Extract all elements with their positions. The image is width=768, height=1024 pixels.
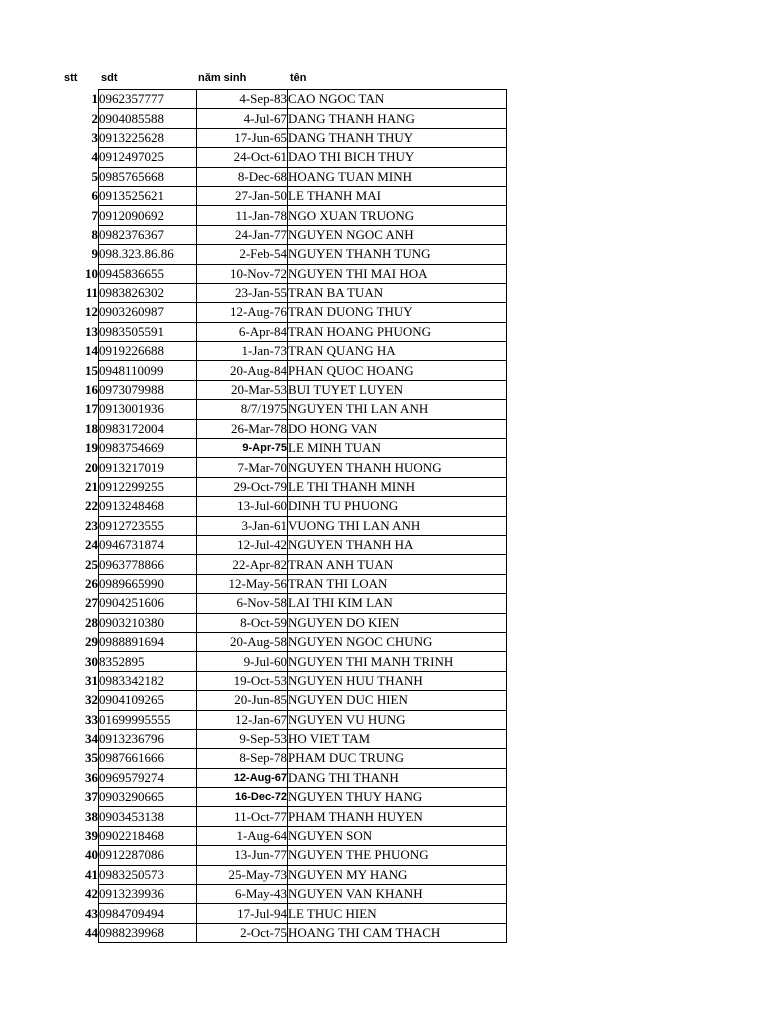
table-row — [58, 148, 507, 167]
cell-sdt[interactable]: 0912497025 — [99, 148, 197, 167]
cell-nam-sinh[interactable]: 12-May-56 — [197, 574, 288, 593]
cell-sdt[interactable]: 0913248468 — [99, 497, 197, 516]
cell-ten[interactable]: LE THANH MAI — [288, 186, 507, 205]
cell-ten[interactable]: NGUYEN DO KIEN — [288, 613, 507, 632]
cell-ten[interactable]: PHAM THANH HUYEN — [288, 807, 507, 826]
cell-stt[interactable]: 44 — [85, 924, 98, 940]
cell-nam-sinh[interactable]: 8-Dec-68 — [197, 167, 288, 186]
cell-nam-sinh[interactable]: 20-Mar-53 — [197, 380, 288, 399]
cell-stt[interactable]: 19 — [85, 440, 98, 456]
cell-ten[interactable]: CAO NGOC TAN — [288, 90, 507, 109]
cell-nam-sinh[interactable]: 24-Oct-61 — [197, 148, 288, 167]
cell-nam-sinh[interactable]: 8/7/1975 — [197, 400, 288, 419]
table-row — [58, 671, 507, 690]
cell-nam-sinh[interactable]: 7-Mar-70 — [197, 458, 288, 477]
cell-nam-sinh[interactable]: 20-Jun-85 — [197, 691, 288, 710]
cell-stt[interactable]: 1 — [91, 91, 98, 107]
table-row — [58, 885, 507, 904]
table-row — [58, 555, 507, 574]
cell-sdt[interactable]: 0912090692 — [99, 206, 197, 225]
cell-nam-sinh[interactable]: 13-Jul-60 — [197, 497, 288, 516]
cell-sdt[interactable]: 0945836655 — [99, 264, 197, 283]
table-row — [58, 574, 507, 593]
cell-ten[interactable]: TRAN HOANG PHUONG — [288, 322, 507, 341]
cell-stt[interactable]: 27 — [85, 595, 98, 611]
table-body — [58, 90, 507, 943]
cell-ten[interactable]: TRAN BA TUAN — [288, 283, 507, 302]
cell-stt[interactable]: 43 — [85, 905, 98, 921]
cell-nam-sinh[interactable]: 12-Jul-42 — [197, 535, 288, 554]
cell-nam-sinh[interactable]: 8-Oct-59 — [197, 613, 288, 632]
cell-nam-sinh[interactable]: 20-Aug-58 — [197, 632, 288, 651]
cell-stt[interactable]: 25 — [85, 556, 98, 572]
cell-stt[interactable]: 15 — [85, 362, 98, 378]
table-row — [58, 264, 507, 283]
cell-stt[interactable]: 10 — [85, 265, 98, 281]
cell-sdt[interactable]: 0987661666 — [99, 749, 197, 768]
cell-stt[interactable]: 22 — [85, 498, 98, 514]
cell-sdt[interactable]: 0983505591 — [99, 322, 197, 341]
cell-ten[interactable]: LE THI THANH MINH — [288, 477, 507, 496]
cell-stt[interactable]: 21 — [85, 479, 98, 494]
table-row — [58, 729, 507, 748]
cell-nam-sinh[interactable]: 1-Jan-73 — [197, 342, 288, 361]
cell-nam-sinh[interactable]: 6-Apr-84 — [197, 322, 288, 341]
table-row — [58, 535, 507, 554]
cell-stt[interactable]: 41 — [85, 866, 98, 882]
cell-nam-sinh[interactable]: 9-Apr-75 — [197, 439, 288, 458]
cell-sdt[interactable]: 0962357777 — [99, 90, 197, 109]
cell-ten[interactable]: NGUYEN THANH HUONG — [288, 458, 507, 477]
cell-sdt[interactable]: 0985765668 — [99, 167, 197, 186]
table-row — [58, 380, 507, 399]
cell-ten[interactable]: NGUYEN VAN KHANH — [288, 885, 507, 904]
table-row — [58, 613, 507, 632]
table-row — [58, 788, 507, 807]
cell-ten[interactable]: LAI THI KIM LAN — [288, 594, 507, 613]
cell-ten[interactable]: NGUYEN THI MANH TRINH — [288, 652, 507, 671]
cell-nam-sinh[interactable]: 13-Jun-77 — [197, 846, 288, 865]
table-row — [58, 322, 507, 341]
cell-ten[interactable]: HOANG THI CAM THACH — [288, 923, 507, 942]
table-row — [58, 245, 507, 264]
table-row — [58, 186, 507, 205]
cell-sdt[interactable]: 0913525621 — [99, 186, 197, 205]
cell-ten[interactable]: DINH TU PHUONG — [288, 497, 507, 516]
cell-sdt[interactable]: 0912723555 — [99, 516, 197, 535]
cell-stt[interactable]: 14 — [85, 343, 98, 359]
cell-stt[interactable]: 34 — [85, 731, 98, 747]
table-row — [58, 749, 507, 768]
table-row — [58, 710, 507, 729]
spreadsheet — [58, 68, 507, 943]
cell-ten[interactable]: LE THUC HIEN — [288, 904, 507, 923]
cell-stt[interactable]: 13 — [85, 323, 98, 339]
cell-nam-sinh[interactable]: 26-Mar-78 — [197, 419, 288, 438]
cell-stt[interactable]: 17 — [85, 401, 98, 417]
cell-stt[interactable]: 23 — [85, 517, 98, 533]
header-stt: stt — [64, 72, 78, 84]
cell-stt[interactable]: 38 — [85, 808, 98, 824]
table-row — [58, 400, 507, 419]
cell-nam-sinh[interactable]: 4-Jul-67 — [197, 109, 288, 128]
cell-ten[interactable]: LE MINH TUAN — [288, 439, 507, 458]
cell-sdt[interactable]: 0903453138 — [99, 807, 197, 826]
cell-stt[interactable]: 31 — [85, 672, 98, 688]
cell-stt[interactable]: 28 — [85, 614, 98, 630]
cell-nam-sinh[interactable]: 2-Feb-54 — [197, 245, 288, 264]
cell-ten[interactable]: DANG THI THANH — [288, 768, 507, 787]
cell-stt[interactable]: 11 — [85, 285, 98, 301]
cell-ten[interactable]: DAO THI BICH THUY — [288, 148, 507, 167]
table-row — [58, 458, 507, 477]
cell-nam-sinh[interactable]: 6-May-43 — [197, 885, 288, 904]
cell-sdt[interactable]: 01699995555 — [99, 710, 197, 729]
cell-ten[interactable]: NGO XUAN TRUONG — [288, 206, 507, 225]
table-row — [58, 826, 507, 845]
table-row — [58, 90, 507, 109]
table-row — [58, 807, 507, 826]
cell-sdt[interactable]: 098.323.86.86 — [99, 245, 197, 264]
cell-ten[interactable]: NGUYEN THUY HANG — [288, 788, 507, 807]
table-row — [58, 865, 507, 884]
cell-ten[interactable]: NGUYEN THANH HA — [288, 535, 507, 554]
cell-nam-sinh[interactable]: 9-Sep-53 — [197, 729, 288, 748]
cell-ten[interactable]: NGUYEN THI MAI HOA — [288, 264, 507, 283]
cell-sdt[interactable]: 0913225628 — [99, 128, 197, 147]
cell-stt[interactable]: 2 — [91, 110, 98, 126]
cell-sdt[interactable]: 0983250573 — [99, 865, 197, 884]
cell-nam-sinh[interactable]: 9-Jul-60 — [197, 652, 288, 671]
cell-sdt[interactable]: 0913239936 — [99, 885, 197, 904]
cell-stt[interactable]: 5 — [91, 168, 98, 184]
cell-stt[interactable]: 20 — [85, 459, 98, 475]
cell-sdt[interactable]: 0919226688 — [99, 342, 197, 361]
cell-stt[interactable]: 33 — [85, 711, 98, 727]
cell-sdt[interactable]: 0983754669 — [99, 439, 197, 458]
cell-sdt[interactable]: 0982376367 — [99, 225, 197, 244]
table-row — [58, 516, 507, 535]
cell-nam-sinh[interactable]: 12-Aug-76 — [197, 303, 288, 322]
table-row — [58, 109, 507, 128]
cell-stt[interactable]: 32 — [85, 692, 98, 708]
table-row — [58, 652, 507, 671]
table-row — [58, 904, 507, 923]
cell-stt[interactable]: 37 — [85, 789, 98, 805]
cell-nam-sinh[interactable]: 3-Jan-61 — [197, 516, 288, 535]
contact-table — [58, 89, 507, 943]
cell-nam-sinh[interactable]: 23-Jan-55 — [197, 283, 288, 302]
cell-ten[interactable]: DO HONG VAN — [288, 419, 507, 438]
cell-sdt[interactable]: 0903260987 — [99, 303, 197, 322]
cell-nam-sinh[interactable]: 8-Sep-78 — [197, 749, 288, 768]
cell-nam-sinh[interactable]: 12-Jan-67 — [197, 710, 288, 729]
header-row — [58, 68, 507, 88]
cell-stt[interactable]: 6 — [91, 188, 98, 204]
cell-nam-sinh[interactable]: 17-Jun-65 — [197, 128, 288, 147]
cell-stt[interactable]: 26 — [85, 575, 98, 591]
cell-ten[interactable]: TRAN DUONG THUY — [288, 303, 507, 322]
cell-ten[interactable]: PHAN QUOC HOANG — [288, 361, 507, 380]
cell-sdt[interactable]: 0913217019 — [99, 458, 197, 477]
table-row — [58, 594, 507, 613]
cell-nam-sinh[interactable]: 19-Oct-53 — [197, 671, 288, 690]
cell-nam-sinh[interactable]: 11-Jan-78 — [197, 206, 288, 225]
cell-ten[interactable]: NGUYEN MY HANG — [288, 865, 507, 884]
cell-sdt[interactable]: 0948110099 — [99, 361, 197, 380]
header-nam-sinh: năm sinh — [198, 72, 247, 84]
cell-ten[interactable]: DANG THANH THUY — [288, 128, 507, 147]
cell-ten[interactable]: NGUYEN THANH TUNG — [288, 245, 507, 264]
header-ten: tên — [290, 72, 307, 84]
cell-nam-sinh[interactable]: 11-Oct-77 — [197, 807, 288, 826]
cell-ten[interactable]: TRAN THI LOAN — [288, 574, 507, 593]
cell-nam-sinh[interactable]: 10-Nov-72 — [197, 264, 288, 283]
table-row — [58, 303, 507, 322]
table-row — [58, 477, 507, 496]
cell-stt[interactable]: 7 — [91, 207, 98, 223]
cell-stt[interactable]: 3 — [91, 129, 98, 145]
cell-nam-sinh[interactable]: 17-Jul-94 — [197, 904, 288, 923]
cell-nam-sinh[interactable]: 29-Oct-79 — [197, 477, 288, 496]
cell-sdt[interactable]: 0983172004 — [99, 419, 197, 438]
table-row — [58, 497, 507, 516]
cell-nam-sinh[interactable]: 20-Aug-84 — [197, 361, 288, 380]
cell-nam-sinh[interactable]: 4-Sep-83 — [197, 90, 288, 109]
cell-sdt[interactable]: 0946731874 — [99, 535, 197, 554]
cell-ten[interactable]: NGUYEN HUU THANH — [288, 671, 507, 690]
cell-stt[interactable]: 24 — [85, 537, 98, 553]
table-row — [58, 691, 507, 710]
cell-stt[interactable]: 36 — [85, 769, 98, 785]
cell-sdt[interactable]: 0912299255 — [99, 477, 197, 496]
cell-sdt[interactable]: 0904109265 — [99, 691, 197, 710]
cell-sdt[interactable]: 0983342182 — [99, 671, 197, 690]
cell-ten[interactable]: NGUYEN NGOC ANH — [288, 225, 507, 244]
table-row — [58, 342, 507, 361]
cell-ten[interactable]: NGUYEN THE PHUONG — [288, 846, 507, 865]
table-row — [58, 923, 507, 942]
cell-sdt[interactable]: 0969579274 — [99, 768, 197, 787]
cell-ten[interactable]: TRAN QUANG HA — [288, 342, 507, 361]
cell-ten[interactable]: HO VIET TAM — [288, 729, 507, 748]
cell-stt[interactable]: 29 — [85, 634, 98, 650]
cell-stt[interactable]: 4 — [91, 149, 98, 165]
cell-sdt[interactable]: 8352895 — [99, 652, 197, 671]
cell-nam-sinh[interactable]: 27-Jan-50 — [197, 186, 288, 205]
cell-stt[interactable]: 12 — [85, 304, 98, 320]
cell-sdt[interactable]: 0973079988 — [99, 380, 197, 399]
cell-sdt[interactable]: 0963778866 — [99, 555, 197, 574]
cell-sdt[interactable]: 0983826302 — [99, 283, 197, 302]
table-row — [58, 439, 507, 458]
cell-nam-sinh[interactable]: 25-May-73 — [197, 865, 288, 884]
table-row — [58, 361, 507, 380]
cell-nam-sinh[interactable]: 1-Aug-64 — [197, 826, 288, 845]
cell-ten[interactable]: TRAN ANH TUAN — [288, 555, 507, 574]
cell-sdt[interactable]: 0912287086 — [99, 846, 197, 865]
cell-ten[interactable]: PHAM DUC TRUNG — [288, 749, 507, 768]
cell-sdt[interactable]: 0989665990 — [99, 574, 197, 593]
cell-stt[interactable]: 30 — [85, 653, 98, 669]
table-row — [58, 206, 507, 225]
cell-ten[interactable]: NGUYEN DUC HIEN — [288, 691, 507, 710]
table-row — [58, 167, 507, 186]
cell-sdt[interactable]: 0984709494 — [99, 904, 197, 923]
table-row — [58, 768, 507, 787]
cell-ten[interactable]: NGUYEN VU HUNG — [288, 710, 507, 729]
cell-nam-sinh[interactable]: 2-Oct-75 — [197, 923, 288, 942]
cell-stt[interactable]: 42 — [85, 886, 98, 902]
cell-nam-sinh[interactable]: 16-Dec-72 — [197, 788, 288, 807]
table-row — [58, 283, 507, 302]
cell-sdt[interactable]: 0913001936 — [99, 400, 197, 419]
cell-sdt[interactable]: 0903290665 — [99, 788, 197, 807]
cell-ten[interactable]: HOANG TUAN MINH — [288, 167, 507, 186]
cell-sdt[interactable]: 0902218468 — [99, 826, 197, 845]
cell-sdt[interactable]: 0913236796 — [99, 729, 197, 748]
cell-stt[interactable]: 40 — [85, 847, 98, 863]
table-row — [58, 632, 507, 651]
cell-ten[interactable]: NGUYEN NGOC CHUNG — [288, 632, 507, 651]
cell-stt[interactable]: 16 — [85, 382, 98, 398]
table-row — [58, 128, 507, 147]
cell-ten[interactable]: NGUYEN THI LAN ANH — [288, 400, 507, 419]
cell-stt[interactable]: 18 — [85, 420, 98, 436]
header-sdt: sdt — [101, 72, 118, 84]
cell-sdt[interactable]: 0903210380 — [99, 613, 197, 632]
cell-sdt[interactable]: 0904251606 — [99, 594, 197, 613]
cell-sdt[interactable]: 0988891694 — [99, 632, 197, 651]
cell-nam-sinh[interactable]: 6-Nov-58 — [197, 594, 288, 613]
cell-sdt[interactable]: 0988239968 — [99, 923, 197, 942]
cell-nam-sinh[interactable]: 12-Aug-67 — [197, 768, 288, 787]
cell-stt[interactable]: 35 — [85, 750, 98, 766]
table-row — [58, 225, 507, 244]
cell-nam-sinh[interactable]: 24-Jan-77 — [197, 225, 288, 244]
cell-stt[interactable]: 39 — [85, 828, 98, 844]
cell-ten[interactable]: NGUYEN SON — [288, 826, 507, 845]
cell-ten[interactable]: DANG THANH HANG — [288, 109, 507, 128]
cell-stt[interactable]: 9 — [91, 246, 98, 262]
cell-ten[interactable]: BUI TUYET LUYEN — [288, 380, 507, 399]
cell-sdt[interactable]: 0904085588 — [99, 109, 197, 128]
cell-nam-sinh[interactable]: 22-Apr-82 — [197, 555, 288, 574]
table-row — [58, 419, 507, 438]
cell-stt[interactable]: 8 — [91, 226, 98, 242]
cell-ten[interactable]: VUONG THI LAN ANH — [288, 516, 507, 535]
table-row — [58, 846, 507, 865]
